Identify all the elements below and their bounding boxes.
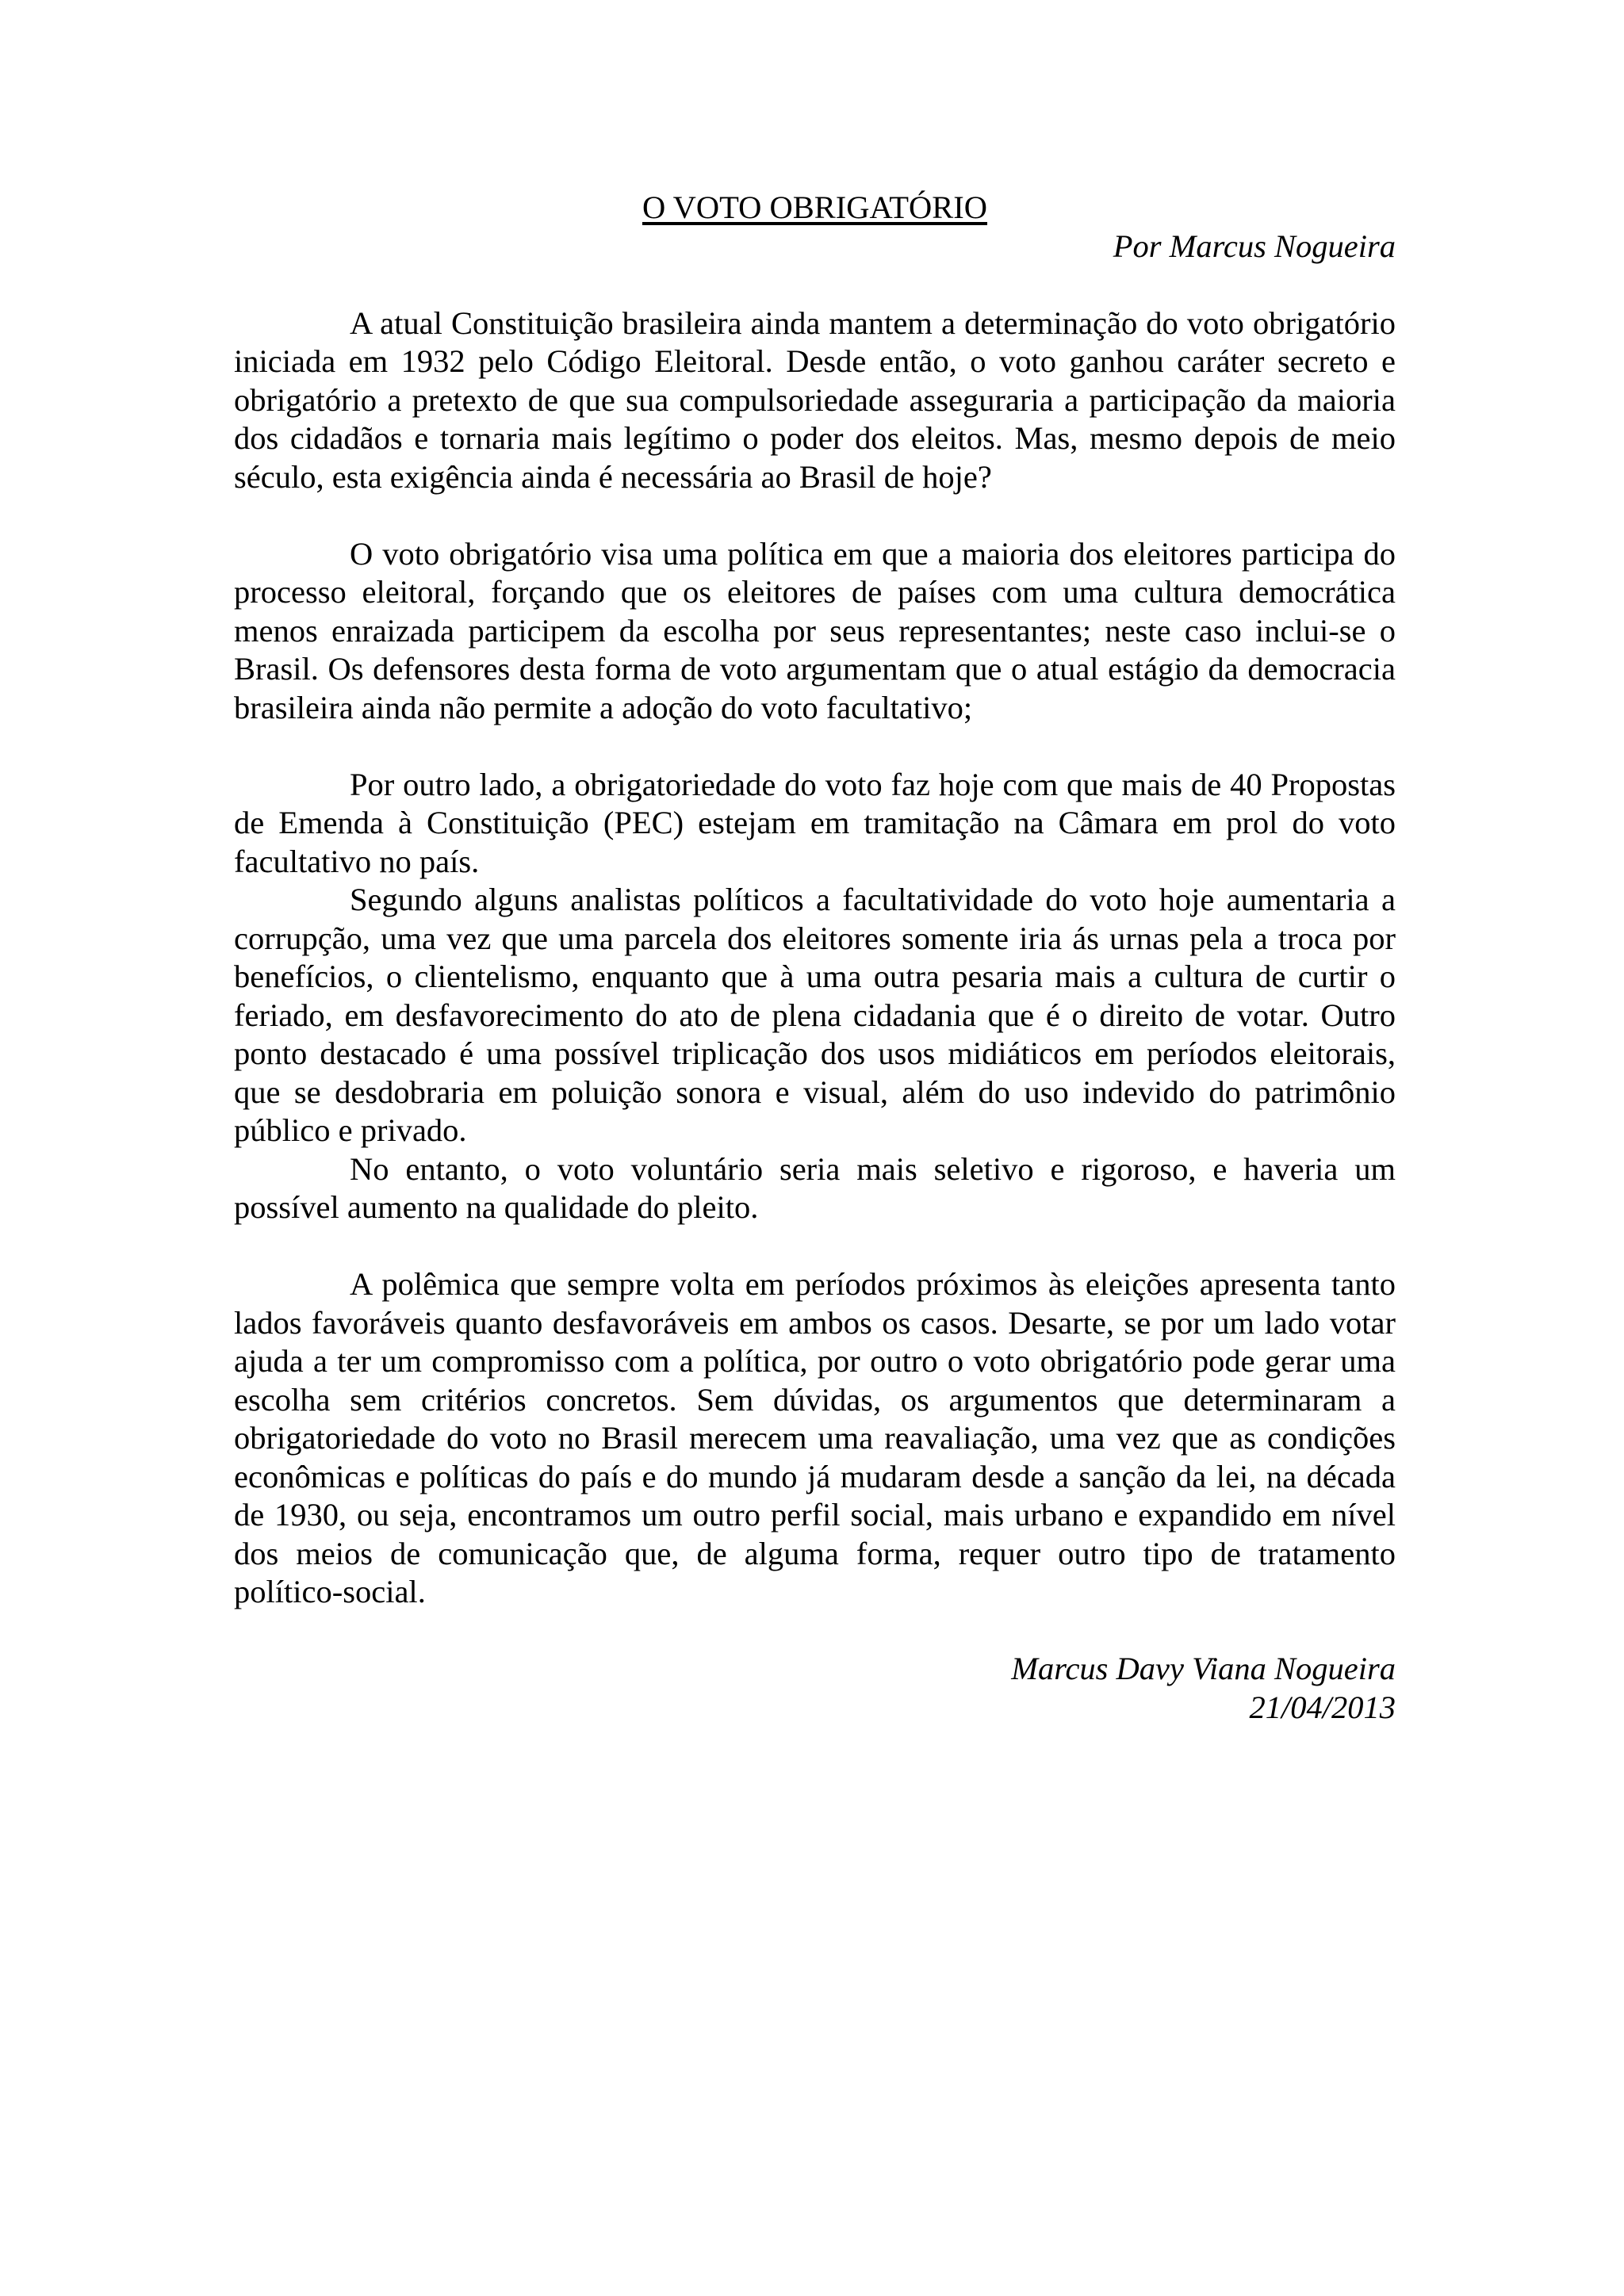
signature-date: 21/04/2013 (1249, 1689, 1396, 1725)
paragraph-2: O voto obrigatório visa uma política em que a maioria dos eleitores participa do processo eleitoral, forçando que os eleitores de países com uma cultura democrática menos enraizada participem da escolha por seus representantes; neste caso inclui-se o Brasil. Os defensores desta forma de voto argumentam que o atual estágio da democracia brasileira ainda não permite a adoção do voto facultativo; (234, 535, 1396, 725)
paragraph-4: Segundo alguns analistas políticos a facultatividade do voto hoje aumentaria a corrupção, uma vez que uma parcela dos eleitores somente iria ás urnas pela a troca por benefícios, o clientelismo, enquanto que à uma outra pesaria mais a cultura de curtir o feriado, em desfavorecimento do ato de plena cidadania que é o direito de votar. Outro ponto destacado é uma possível triplicação dos usos midiáticos em períodos eleitorais, que se desdobraria em poluição sonora e visual, além do uso indevido do patrimônio público e privado. (234, 882, 1396, 1148)
paragraph-1: A atual Constituição brasileira ainda mantem a determinação do voto obrigatório iniciada em 1932 pelo Código Eleitoral. Desde então, o voto ganhou caráter secreto e obrigatório a pretexto de que sua compulsoriedade asseguraria a participação da maioria dos cidadãos e tornaria mais legítimo o poder dos eleitos. Mas, mesmo depois de meio século, esta exigência ainda é necessária ao Brasil de hoje? (234, 304, 1396, 495)
paragraph-3: Por outro lado, a obrigatoriedade do voto faz hoje com que mais de 40 Propostas de Emenda à Constituição (PEC) estejam em tramitação na Câmara em prol do voto facultativo no país. (234, 766, 1396, 879)
signature-name: Marcus Davy Viana Nogueira (1011, 1651, 1396, 1686)
document-title: O VOTO OBRIGATÓRIO (642, 189, 988, 225)
document-body (234, 189, 1396, 1727)
document-byline: Por Marcus Nogueira (1113, 228, 1396, 264)
signature-block (234, 1650, 1396, 1727)
paragraph-5: No entanto, o voto voluntário seria mais seletivo e rigoroso, e haveria um possível aumento na qualidade do pleito. (234, 1150, 1396, 1225)
paragraph-6: A polêmica que sempre volta em períodos próximos às eleições apresenta tanto lados favoráveis quanto desfavoráveis em ambos os casos. Desarte, se por um lado votar ajuda a ter um compromisso com a política, por outro o voto obrigatório pode gerar uma escolha sem critérios concretos. Sem dúvidas, os argumentos que determinaram a obrigatoriedade do voto no Brasil merecem uma reavaliação, uma vez que as condições econômicas e políticas do país e do mundo já mudaram desde a sanção da lei, na década de 1930, ou seja, encontramos um outro perfil social, mais urbano e expandido em nível dos meios de comunicação que, de alguma forma, requer outro tipo de tratamento político-social. (234, 1266, 1396, 1609)
